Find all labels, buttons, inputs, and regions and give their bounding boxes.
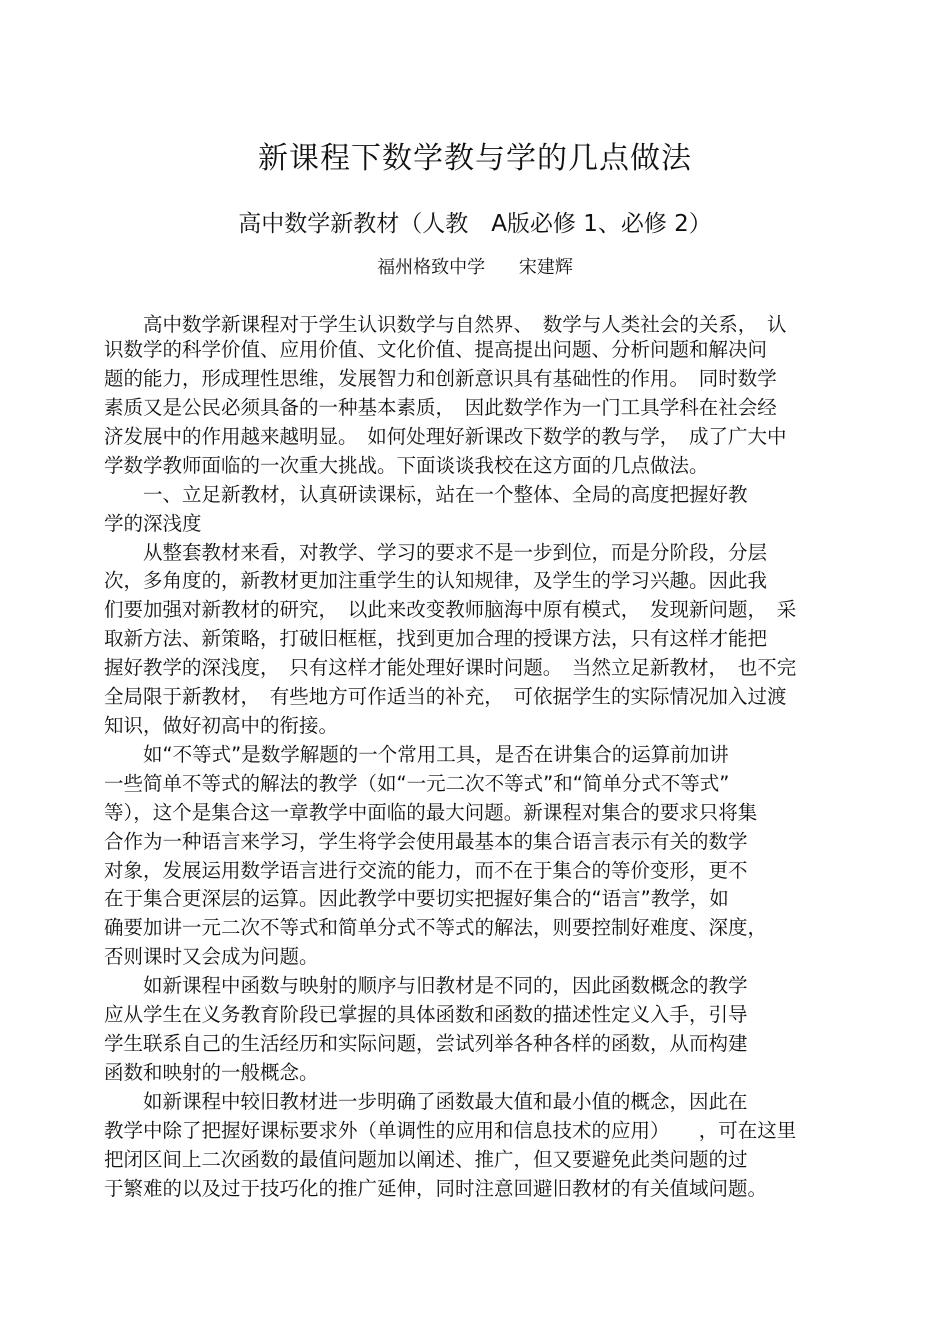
text-line: 否则课时又会成为问题。: [104, 945, 319, 968]
text-line: 把闭区间上二次函数的最值问题加以阐述、推广，但又要避免此类问题的过: [104, 1148, 748, 1171]
text-line: 高中数学新课程对于学生认识数学与自然界、 数学与人类社会的关系， 认: [104, 313, 787, 336]
text-line: 合作为一种语言来学习，学生将学会使用最基本的集合语言表示有关的数学: [104, 830, 748, 853]
text-line: 取新方法、新策略，打破旧框框，找到更加合理的授课方法，只有这样才能把: [104, 627, 768, 650]
text-line: 知识，做好初高中的衔接。: [104, 714, 339, 737]
document-subtitle: 高中数学新教材（人教 A版必修 1、必修 2）: [238, 211, 712, 237]
text-line: 教学中除了把握好课标要求外（单调性的应用和信息技术的应用） ，可在这里: [104, 1119, 797, 1142]
text-line: 对象，发展运用数学语言进行交流的能力，而不在于集合的等价变形，更不: [104, 859, 748, 882]
byline: [0, 253, 950, 279]
text-line: 于繁难的以及过于技巧化的推广延伸，同时注意回避旧教材的有关值域问题。: [104, 1177, 768, 1200]
text-line: 全局限于新教材， 有些地方可作适当的补充， 可依据学生的实际情况加入过渡: [104, 685, 787, 708]
text-line: 济发展中的作用越来越明显。 如何处理好新课改下数学的教与学， 成了广大中: [104, 425, 787, 448]
school-name: 福州格致中学: [377, 257, 486, 278]
text-line: 从整套教材来看，对教学、学习的要求不是一步到位，而是分阶段，分层: [104, 541, 768, 564]
text-line: 在于集合更深层的运算。因此教学中要切实把握好集合的“语言”教学，如: [104, 887, 729, 910]
text-line: 次，多角度的，新教材更加注重学生的认知规律，及学生的学习兴趣。因此我: [104, 569, 768, 592]
text-line: 学数学教师面临的一次重大挑战。下面谈谈我校在这方面的几点做法。: [104, 454, 709, 477]
text-line: 如新课程中函数与映射的顺序与旧教材是不同的，因此函数概念的教学: [104, 974, 748, 997]
text-line: 握好教学的深浅度， 只有这样才能处理好课时问题。 当然立足新教材， 也不完: [104, 656, 797, 679]
text-line: 等），这个是集合这一章教学中面临的最大问题。新课程对集合的要求只将集: [104, 801, 758, 824]
text-line: 们要加强对新教材的研究， 以此来改变教师脑海中原有模式， 发现新问题， 采: [104, 598, 797, 621]
text-line: 题的能力，形成理性思维，发展智力和创新意识具有基础性的作用。 同时数学: [104, 367, 777, 390]
text-line: 一些简单不等式的解法的教学（如“一元二次不等式”和“简单分式不等式”: [104, 772, 730, 795]
text-line: 素质又是公民必须具备的一种基本素质， 因此数学作为一门工具学科在社会经: [104, 396, 777, 419]
author-name: 宋建辉: [518, 257, 573, 278]
text-line: 学生联系自己的生活经历和实际问题，尝试列举各种各样的函数，从而构建: [104, 1032, 748, 1055]
text-line: 如新课程中较旧教材进一步明确了函数最大值和最小值的概念，因此在: [104, 1090, 748, 1113]
text-line: 学的深浅度: [104, 512, 202, 535]
document-title: 新课程下数学教与学的几点做法: [258, 141, 692, 176]
text-line: 确要加讲一元二次不等式和简单分式不等式的解法，则要控制好难度、深度，: [104, 916, 768, 939]
text-line: 识数学的科学价值、应用价值、文化价值、提高提出问题、分析问题和解决问: [104, 338, 768, 361]
text-line: 如“不等式”是数学解题的一个常用工具，是否在讲集合的运算前加讲: [104, 743, 729, 766]
text-line: 应从学生在义务教育阶段已掌握的具体函数和函数的描述性定义入手，引导: [104, 1003, 748, 1026]
text-line: 一、立足新教材，认真研读课标，站在一个整体、全局的高度把握好教: [104, 483, 748, 506]
text-line: 函数和映射的一般概念。: [104, 1061, 319, 1084]
